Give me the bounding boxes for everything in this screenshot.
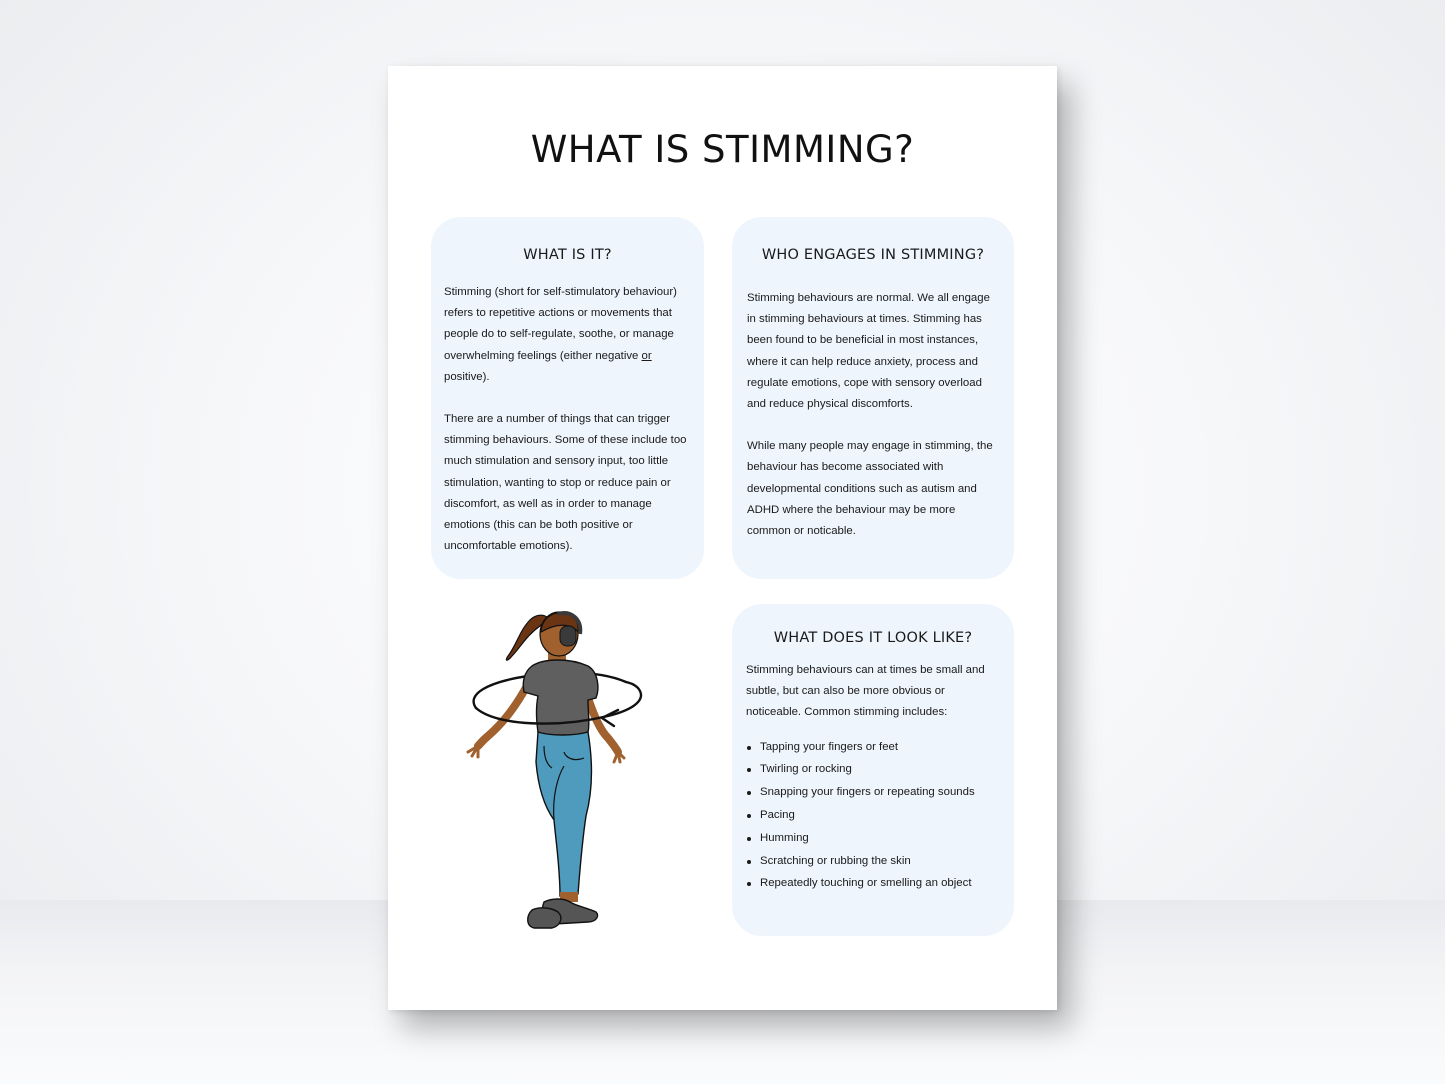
who-engages-paragraph-2: While many people may engage in stimming, the behaviour has become associated with developmental conditions such as autism and ADHD where the behaviour may be more common or noticable. (747, 440, 993, 538)
what-is-it-paragraph-2: There are a number of things that can trigger stimming behaviours. Some of these include too much stimulation and sensory input, too little stimulation, wanting to stop or reduce pain or discomfort, as well as in order to manage emotions (this can be both positive or uncomfortable emotions). (444, 413, 687, 553)
look-like-intro: Stimming behaviours can at times be small and subtle, but can also be more obvious or noticeable. Common stimming includes: (746, 664, 985, 719)
list-item: Snapping your fingers or repeating sounds (746, 781, 1002, 804)
who-engages-paragraph-1: Stimming behaviours are normal. We all engage in stimming behaviours at times. Stimming has been found to be beneficial in most instances, where it can help reduce anxiety, process and regulate emotions, cope with sensory overload and reduce physical discomforts. (747, 292, 990, 411)
card-body-look-like (746, 660, 1002, 895)
paragraph-text: positive). (444, 370, 490, 383)
list-item: Twirling or rocking (746, 758, 1002, 781)
card-heading-what-is-it: WHAT IS IT? (523, 247, 612, 263)
paragraph-text: Stimming (short for self-stimulatory behaviour) refers to repetitive actions or movements that people do to self-regulate, soothe, or manage overwhelming feelings (either negative (444, 286, 677, 362)
card-body-what-is-it (444, 282, 694, 557)
card-heading-look-like: WHAT DOES IT LOOK LIKE? (773, 630, 973, 646)
what-is-it-paragraph-1 (444, 282, 694, 388)
card-body-who-engages (747, 288, 996, 542)
list-item: Humming (746, 827, 1002, 850)
card-heading-who-engages: WHO ENGAGES IN STIMMING? (761, 247, 985, 263)
list-item: Repeatedly touching or smelling an object (746, 872, 1002, 895)
page-title: WHAT IS STIMMING? (530, 128, 915, 171)
card-what-does-it-look-like (732, 604, 1014, 936)
card-who-engages (732, 217, 1014, 579)
card-what-is-it (431, 217, 704, 579)
list-item: Tapping your fingers or feet (746, 736, 1002, 759)
list-item: Scratching or rubbing the skin (746, 850, 1002, 873)
list-item: Pacing (746, 804, 1002, 827)
stimming-examples-list (746, 736, 1002, 896)
underlined-word: or (641, 349, 652, 362)
twirling-person-icon (448, 606, 668, 946)
poster-sheet (388, 66, 1057, 1010)
